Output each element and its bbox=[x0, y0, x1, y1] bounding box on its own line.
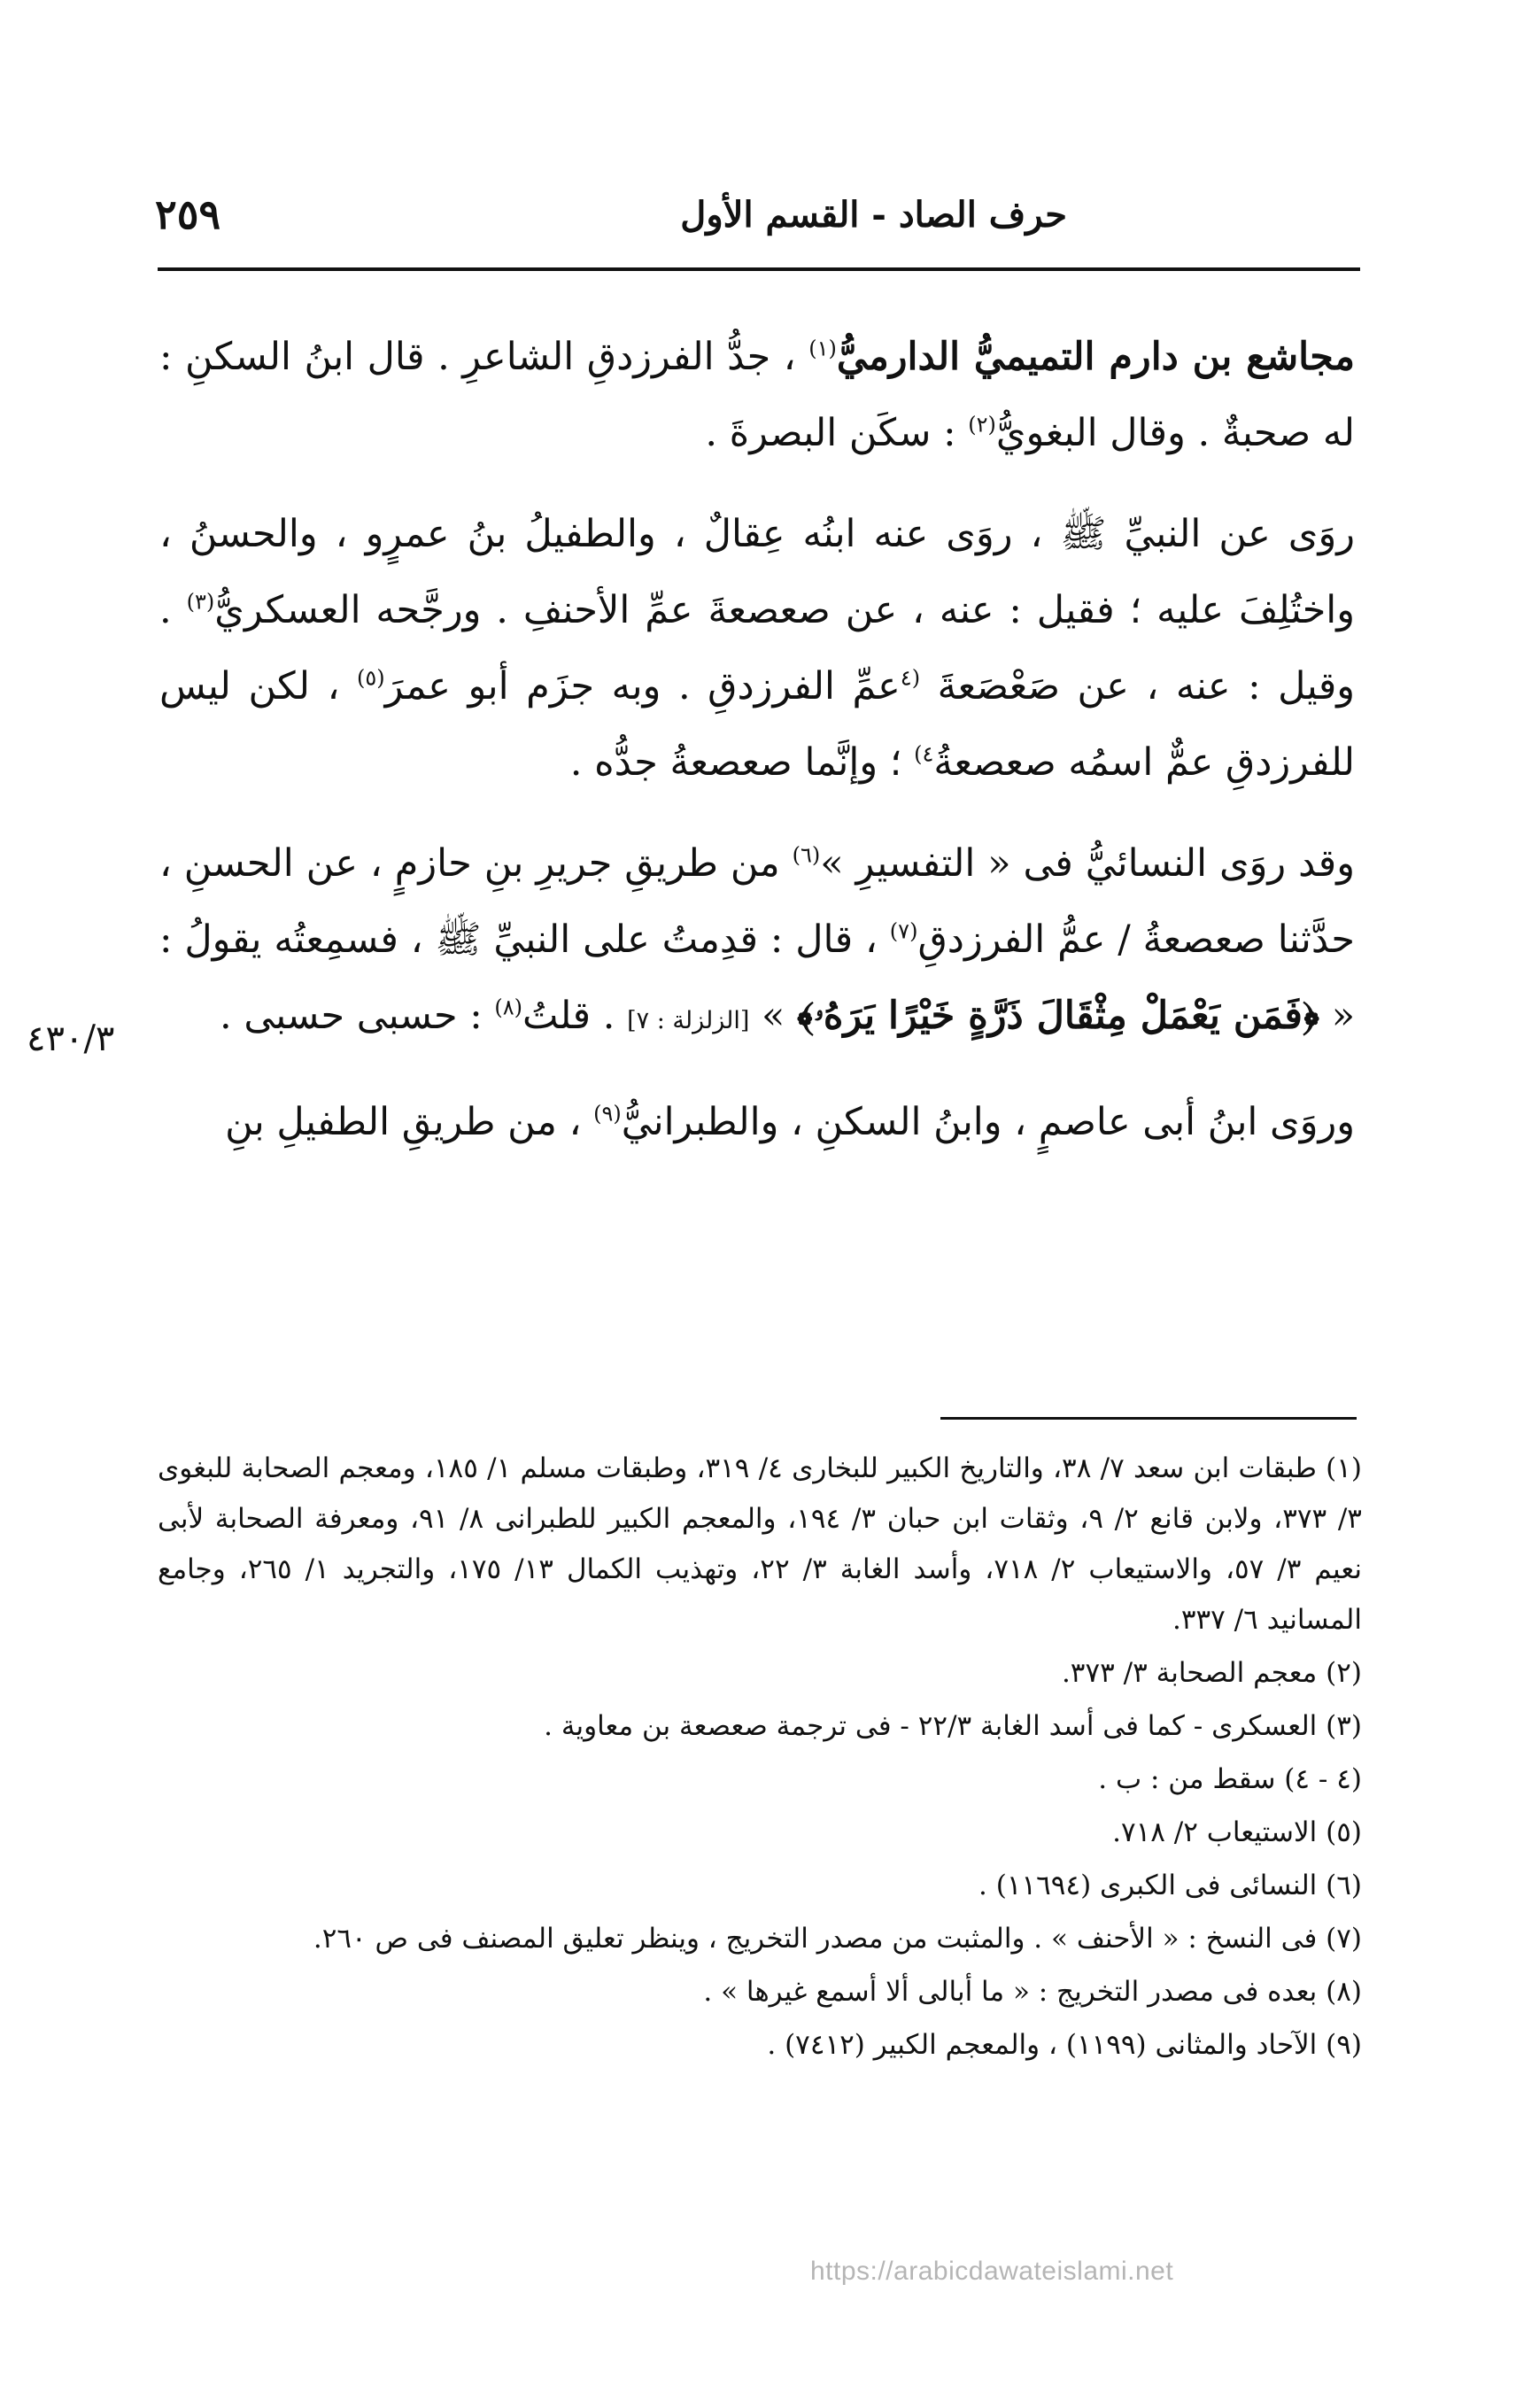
footnote-ref-5[interactable]: (٥) bbox=[357, 665, 385, 691]
text: وروَى ابنُ أبى عاصمٍ ، وابنُ السكنِ ، والطبرانيُّ bbox=[621, 1100, 1355, 1144]
text: ؛ وإنَّما صعصعةُ جدُّه . bbox=[569, 740, 902, 785]
footnote-7: (٧) فى النسخ : « الأحنف » . والمثبت من مصدر التخريج ، وينظر تعليق المصنف فى ص ٢٦٠. bbox=[313, 1923, 1362, 1955]
footnote-8: (٨) بعده فى مصدر التخريج : « ما أبالى ألا أسمع غيرها » . bbox=[703, 1976, 1362, 2008]
text: ، من طريقِ الطفيلِ بنِ bbox=[225, 1100, 582, 1144]
footnote-ref-2[interactable]: (٢) bbox=[968, 412, 996, 437]
margin-volume-page-note: ٤٣٠/٣ bbox=[27, 1018, 115, 1059]
text: : سكَن البصرةَ . bbox=[705, 411, 956, 455]
footnote-ref-7[interactable]: (٧) bbox=[889, 918, 918, 944]
footnote-ref-3[interactable]: (٣) bbox=[186, 589, 215, 615]
entry-name: مجاشع بن دارم التميميُّ الدارميُّ bbox=[836, 335, 1355, 379]
footnote-ref-8[interactable]: (٨) bbox=[494, 995, 523, 1020]
footnote-9: (٩) الآحاد والمثانى (١١٩٩) ، والمعجم الكبير (٧٤١٢) . bbox=[767, 2029, 1362, 2061]
paragraph-3 bbox=[159, 825, 1355, 1059]
text: من طريقِ جريرِ بنِ حازمٍ ، عن الحسنِ ، حدَّثنا صعصعةُ / عمُّ الفرزدقِ bbox=[159, 841, 1356, 962]
footnote-ref-4-end[interactable]: ٤) bbox=[914, 741, 934, 767]
footnotes bbox=[158, 1444, 1362, 2073]
text: ، لكن ليس للفرزدقِ عمٌّ اسمُه صعصعةُ bbox=[159, 664, 1355, 785]
footnote-ref-1[interactable]: (١) bbox=[808, 336, 837, 361]
paragraph-4 bbox=[159, 1084, 1355, 1160]
footnote-6: (٦) النسائى فى الكبرى (١١٦٩٤) . bbox=[978, 1870, 1362, 1901]
footnote-1: (١) طبقات ابن سعد ٧/ ٣٨، والتاريخ الكبير للبخارى ٤/ ٣١٩، وطبقات مسلم ١/ ١٨٥، ومعجم الصحابة للبغوى ٣/ ٣٧٣، ولابن قانع ٢/ ٩، وثقات ابن حبان ٣/ ١٩٤، والمعجم الكبير للطبرانى ٨/ ٩١، ومعرفة الصحابة لأبى نعيم ٣/ ٥٧، والاستيعاب ٢/ ٧١٨، وأسد الغابة ٣/ ٢٢، وتهذيب الكمال ١٣/ ١٧٥، والتجريد ١/ ٢٦٥، وجامع المسانيد ٦/ ٣٣٧. bbox=[158, 1452, 1363, 1636]
footnote-5: (٥) الاستيعاب ٢/ ٧١٨. bbox=[1112, 1816, 1362, 1848]
running-title: حرف الصاد - القسم الأول bbox=[680, 194, 1067, 236]
footnote-ref-6[interactable]: (٦) bbox=[792, 842, 821, 868]
header-rule bbox=[158, 267, 1360, 271]
footnote-3: (٣) العسكرى - كما فى أسد الغابة ٢٢/٣ - فى ترجمة صعصعة بن معاوية . bbox=[544, 1710, 1362, 1742]
watermark-url: https://arabicdawateislami.net bbox=[810, 2257, 1174, 2286]
footnote-ref-4-start[interactable]: (٤ bbox=[900, 665, 921, 691]
text: : حسبى حسبى . bbox=[220, 994, 483, 1038]
verse-reference: [الزلزلة : ٧] bbox=[627, 1007, 750, 1034]
page-number: ٢٥٩ bbox=[155, 190, 221, 238]
text: » bbox=[762, 994, 785, 1038]
quran-verse: ﴿فَمَن يَعْمَلْ مِثْقَالَ ذَرَّةٍ خَيْرًا يَرَهُۥ﴾ bbox=[797, 994, 1320, 1038]
footnote-separator bbox=[940, 1417, 1357, 1420]
footnote-2: (٢) معجم الصحابة ٣/ ٣٧٣. bbox=[1061, 1657, 1362, 1689]
text: عمِّ الفرزدقِ . وبه جزَم أبو عمرَ bbox=[384, 664, 901, 708]
main-text bbox=[159, 319, 1355, 1185]
running-header bbox=[155, 190, 1359, 252]
footnote-ref-9[interactable]: (٩) bbox=[593, 1101, 622, 1127]
text: روَى عن النبيِّ ﷺ ، روَى عنه ابنُه عِقالٌ ، والطفيلُ بنُ عمرٍو ، والحسنُ ، واختُلِفَ عليه ؛ فقيل : عنه ، عن صعصعةَ عمِّ الأحنفِ . ورجَّحه العسكريُّ bbox=[159, 512, 1355, 632]
text: ، جدُّ الفرزدقِ الشاعرِ . قال ابنُ السكنِ : له صحبةٌ . وقال البغويُّ bbox=[159, 335, 1355, 455]
paragraph-2 bbox=[159, 496, 1355, 801]
text: . قلتُ bbox=[522, 994, 615, 1038]
text: وقد روَى النسائيُّ فى « التفسيرِ » bbox=[820, 841, 1355, 886]
text: ، قال : قدِمتُ على النبيِّ ﷺ ، فسمِعتُه يقولُ : « bbox=[159, 918, 1355, 1038]
text: . وقيل : عنه ، عن صَعْصَعةَ bbox=[159, 588, 1356, 708]
paragraph-1 bbox=[159, 319, 1355, 471]
footnote-4: (٤ - ٤) سقط من : ب . bbox=[1098, 1763, 1362, 1795]
